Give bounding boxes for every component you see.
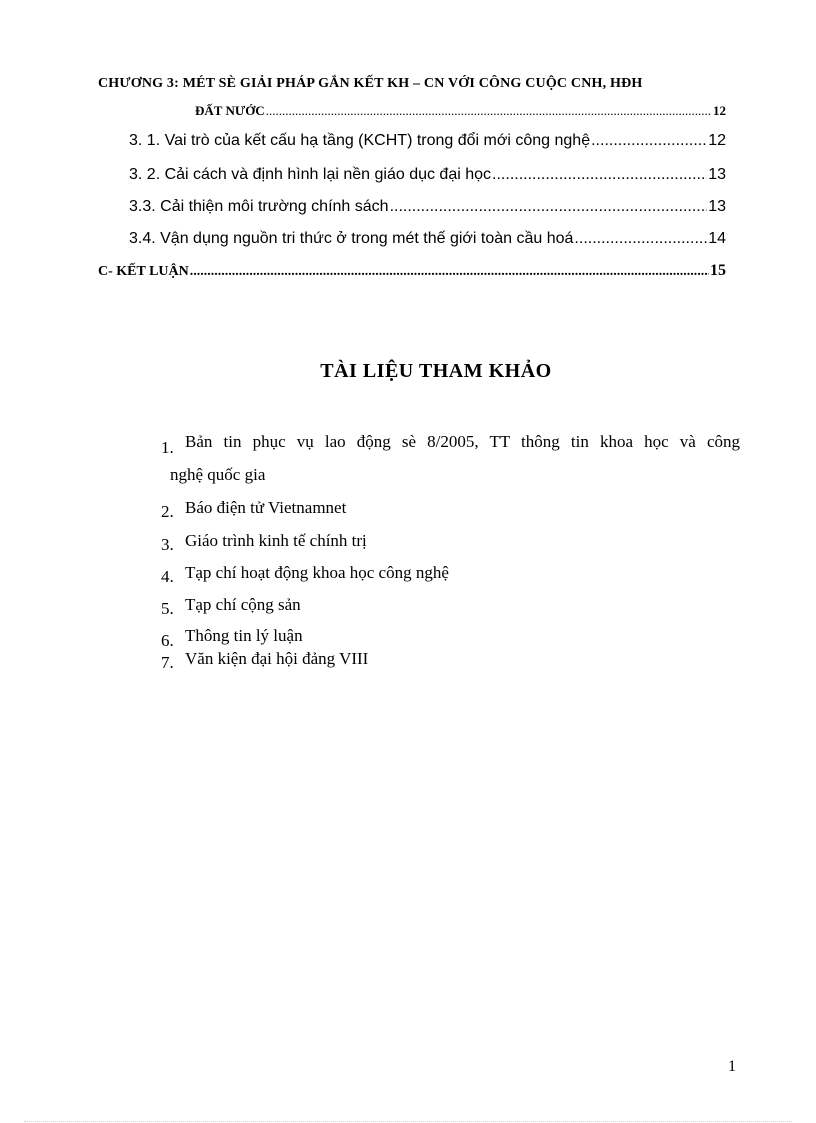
toc-subsection-label: 3. 2. Cải cách và định hình lại nền giáo dục đại học [129,166,492,183]
toc-subsection-label: 3. 1. Vai trò của kết cấu hạ tầng (KCHT) trong đổi mới công nghệ [129,132,591,149]
reference-number: 1. [161,438,174,457]
toc-subsection-entry [129,166,726,184]
reference-text: Thông tin lý luận [185,626,303,645]
reference-text: Tạp chí hoạt động khoa học công nghệ [185,563,449,582]
toc-subsection-entry [129,198,726,216]
reference-text: Báo điện tử Vietnamnet [185,498,347,517]
toc-leader-dots [190,264,709,280]
reference-text: Tạp chí cộng sản [185,595,301,614]
toc-subsection-label: 3.3. Cải thiện môi trường chính sách [129,198,389,215]
toc-leader-dots [492,166,707,184]
toc-conclusion-entry [98,262,726,280]
toc-page-number: 14 [708,230,726,247]
reference-text: Bản tin phục vụ lao động sè 8/2005, TT thông tin khoa học và công [185,432,740,451]
reference-text: Giáo trình kinh tế chính trị [185,531,367,550]
toc-page-number: 13 [708,166,726,183]
toc-chapter-title: CHƯƠNG 3: MÉT SÈ GIẢI PHÁP GẮN KẾT KH – CN VỚI CÔNG CUỘC CNH, HĐH [98,76,643,91]
reference-number: 5. [161,599,174,618]
reference-number: 3. [161,535,174,554]
toc-leader-dots [574,230,707,248]
toc-subsection-entry [129,132,726,150]
toc-page-number: 15 [710,262,726,279]
toc-chapter-label: ĐẤT NƯỚC [195,103,265,118]
reference-text-continued: nghệ quốc gia [170,465,266,484]
toc-page-number: 13 [708,198,726,215]
reference-number: 7. [161,653,174,672]
references-heading: TÀI LIỆU THAM KHẢO [320,360,552,382]
toc-chapter-entry [195,103,726,119]
page-number: 1 [728,1058,736,1075]
toc-page-number: 12 [713,103,726,118]
reference-number: 4. [161,567,174,586]
toc-page-number: 12 [708,132,726,149]
toc-leader-dots [266,103,712,119]
toc-subsection-label: 3.4. Vận dụng nguồn tri thức ở trong mét thế giới toàn cầu hoá [129,230,574,247]
toc-subsection-entry [129,230,726,248]
toc-conclusion-label: C- KẾT LUẬN [98,264,189,279]
toc-leader-dots [390,198,708,216]
page-bottom-divider [24,1121,792,1122]
reference-number: 2. [161,502,174,521]
toc-leader-dots [591,132,707,150]
reference-text: Văn kiện đại hội đảng VIII [185,649,369,668]
reference-number: 6. [161,631,174,650]
